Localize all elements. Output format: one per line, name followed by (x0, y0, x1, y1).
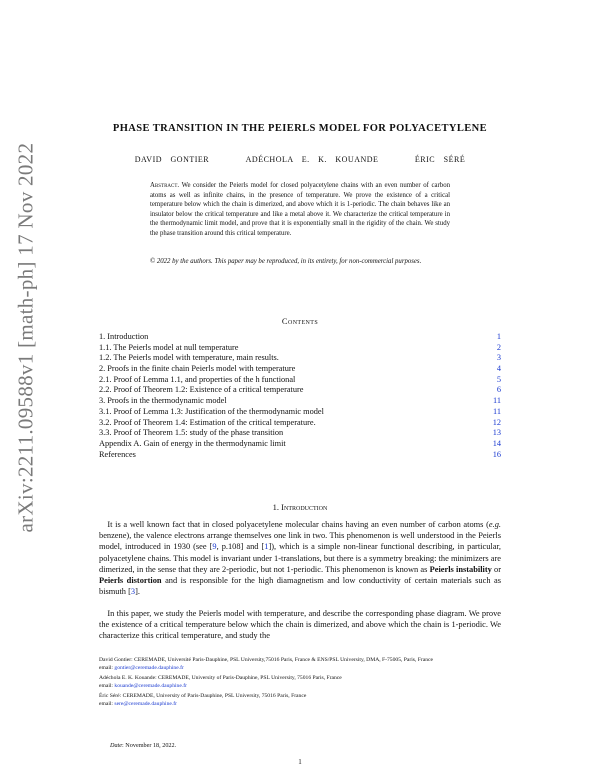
citation-link[interactable]: 9 (212, 542, 217, 552)
page-number: 1 (298, 758, 302, 766)
author-2: ADÉCHOLA E. K. KOUANDE (245, 155, 379, 164)
paper-title: PHASE TRANSITION IN THE PEIERLS MODEL FOR POLYACETYLENE (112, 123, 488, 134)
toc-entry[interactable] (99, 396, 501, 407)
toc-page-link[interactable]: 11 (493, 406, 501, 416)
bold-term: Peierls instability (429, 564, 492, 574)
text-run-italic: e.g. (488, 520, 501, 529)
toc-page-link[interactable]: 11 (493, 396, 501, 406)
abstract (150, 181, 450, 239)
toc-page-link[interactable]: 2 (496, 342, 501, 352)
toc-entry-label: References (99, 449, 136, 459)
date-line (110, 742, 176, 749)
text-run: In this paper, we study the Peierls model with temperature, and describe the corresponding phase diagram. We prove the existence of a critical temperature below which the chain is dimerized, and above which the chain is 1-periodic. We characterize this critical temperature, and study the (99, 609, 501, 641)
arxiv-stamp: arXiv:2211.09588v1 [math-ph] 17 Nov 2022 (13, 142, 38, 533)
table-of-contents (99, 332, 501, 460)
toc-entry-label: 3.3. Proof of Theorem 1.5: study of the phase transition (99, 428, 284, 438)
footnote-affiliation: Éric Séré: CEREMADE, University of Paris-Dauphine, PSL University, 75016 Paris, France (99, 693, 307, 700)
toc-page-link[interactable]: 12 (492, 417, 501, 427)
intro-paragraph-1 (99, 519, 501, 597)
email-label: email: (99, 682, 113, 689)
text-run: or (491, 564, 502, 574)
toc-entry-label: 1.2. The Peierls model with temperature, main results. (99, 353, 279, 363)
footnote-affiliation: David Gontier: CEREMADE, Université Paris-Dauphine, PSL University,75016 Paris, France & ENS/PSL University, DMA, F-75005, Paris, France (99, 657, 433, 663)
text-run: and is responsible for the high diamagnetism and low conductivity of certain materials such as bismuth [ (99, 576, 501, 597)
toc-entry[interactable] (99, 353, 501, 364)
toc-page-link[interactable]: 3 (496, 353, 501, 363)
footnote (99, 693, 501, 708)
toc-entry-label: 3. Proofs in the thermodynamic model (99, 396, 227, 406)
toc-page-link[interactable]: 16 (492, 449, 501, 459)
toc-entry[interactable] (99, 364, 501, 375)
toc-page-link[interactable]: 5 (496, 374, 501, 384)
citation-link[interactable]: 1 (264, 542, 269, 552)
toc-entry-label: 2.2. Proof of Theorem 1.2: Existence of a critical temperature (99, 385, 304, 395)
author-list (60, 155, 540, 164)
text-run: It is a well known fact that in closed polyacetylene molecular chains having an even number of carbon atoms ( (107, 520, 489, 529)
email-link[interactable]: gontier@ceremade.dauphine.fr (114, 664, 184, 671)
text-run: ]. (135, 587, 140, 597)
author-1: DAVID GONTIER (134, 155, 210, 164)
intro-paragraph-2 (99, 608, 501, 642)
toc-entry-label: Appendix A. Gain of energy in the thermodynamic limit (99, 438, 286, 448)
date-value: : November 18, 2022. (122, 742, 177, 749)
toc-page-link[interactable]: 14 (492, 438, 501, 448)
text-run: benzene), the valence electrons arrange themselves one link in two. This phenomenon is well understood in the Peierls model, introduced in 1930 (see [ (99, 531, 501, 552)
text-run: ]), which is a simple non-linear functional describing, in particular, polyacetylene chains. This model is invariant under 1-translations, but there is a symmetry breaking: the minimizers are dimerized, in the sense that they are 2-periodic, but not 1-periodic. This phenomenon is known as (99, 542, 501, 574)
citation-link[interactable]: 3 (130, 587, 136, 597)
email-link[interactable]: sere@ceremade.dauphine.fr (114, 700, 177, 707)
abstract-label: Abstract. (150, 182, 180, 189)
toc-entry[interactable] (99, 439, 501, 450)
toc-entry-label: 1.1. The Peierls model at null temperature (99, 342, 239, 352)
footnote (99, 657, 501, 672)
bold-term: Peierls distortion (99, 576, 162, 586)
email-label: email: (99, 664, 113, 671)
author-3: ÉRIC SÉRÉ (414, 155, 466, 164)
text-run: , p.108] and [ (216, 542, 265, 552)
toc-entry[interactable] (99, 385, 501, 396)
toc-entry[interactable] (99, 375, 501, 386)
abstract-text: We consider the Peierls model for closed polyacetylene chains with an even number of carbon atoms as well as infinite chains, in the presence of temperature. We prove the existence of a critical temperature below which the chain is dimerized, and above which it is 1-periodic. The chain behaves like an insulator below the critical temperature and like a metal above it. We characterize the critical temperature in the thermodynamic limit model, and prove that it is exponentially small in the rigidity of the chain. We study the phase transition around this critical temperature. (150, 182, 451, 237)
toc-entry-label: 2. Proofs in the finite chain Peierls model with temperature (99, 364, 296, 374)
toc-entry[interactable] (99, 450, 501, 461)
toc-page-link[interactable]: 4 (496, 364, 501, 374)
author-footnotes (99, 657, 501, 712)
toc-entry-label: 1. Introduction (99, 332, 149, 341)
date-label: Date (110, 742, 123, 749)
toc-page-link[interactable]: 1 (496, 332, 501, 341)
toc-page-link[interactable]: 13 (492, 428, 501, 438)
toc-entry[interactable] (99, 343, 501, 354)
email-label: email: (99, 700, 113, 707)
toc-entry[interactable] (99, 407, 501, 418)
section-heading: 1. Introduction (272, 502, 328, 512)
toc-entry[interactable] (99, 418, 501, 429)
copyright-notice: © 2022 by the authors. This paper may be reproduced, in its entirety, for non-commercial purposes. (150, 258, 422, 265)
footnote-affiliation: Adéchola E. K. Kouande: CEREMADE, University of Paris-Dauphine, PSL University, 75016 Paris, France (99, 675, 342, 682)
toc-entry-label: 3.1. Proof of Lemma 1.3: Justification of the thermodynamic model (99, 406, 324, 416)
toc-entry[interactable] (99, 332, 501, 343)
toc-page-link[interactable]: 6 (496, 385, 501, 395)
email-link[interactable]: kouande@ceremade.dauphine.fr (114, 682, 187, 689)
toc-entry-label: 3.2. Proof of Theorem 1.4: Estimation of the critical temperature. (99, 417, 316, 427)
toc-entry[interactable] (99, 428, 501, 439)
footnote (99, 675, 501, 690)
contents-heading: Contents (281, 316, 319, 326)
toc-entry-label: 2.1. Proof of Lemma 1.1, and properties of the h functional (99, 374, 296, 384)
